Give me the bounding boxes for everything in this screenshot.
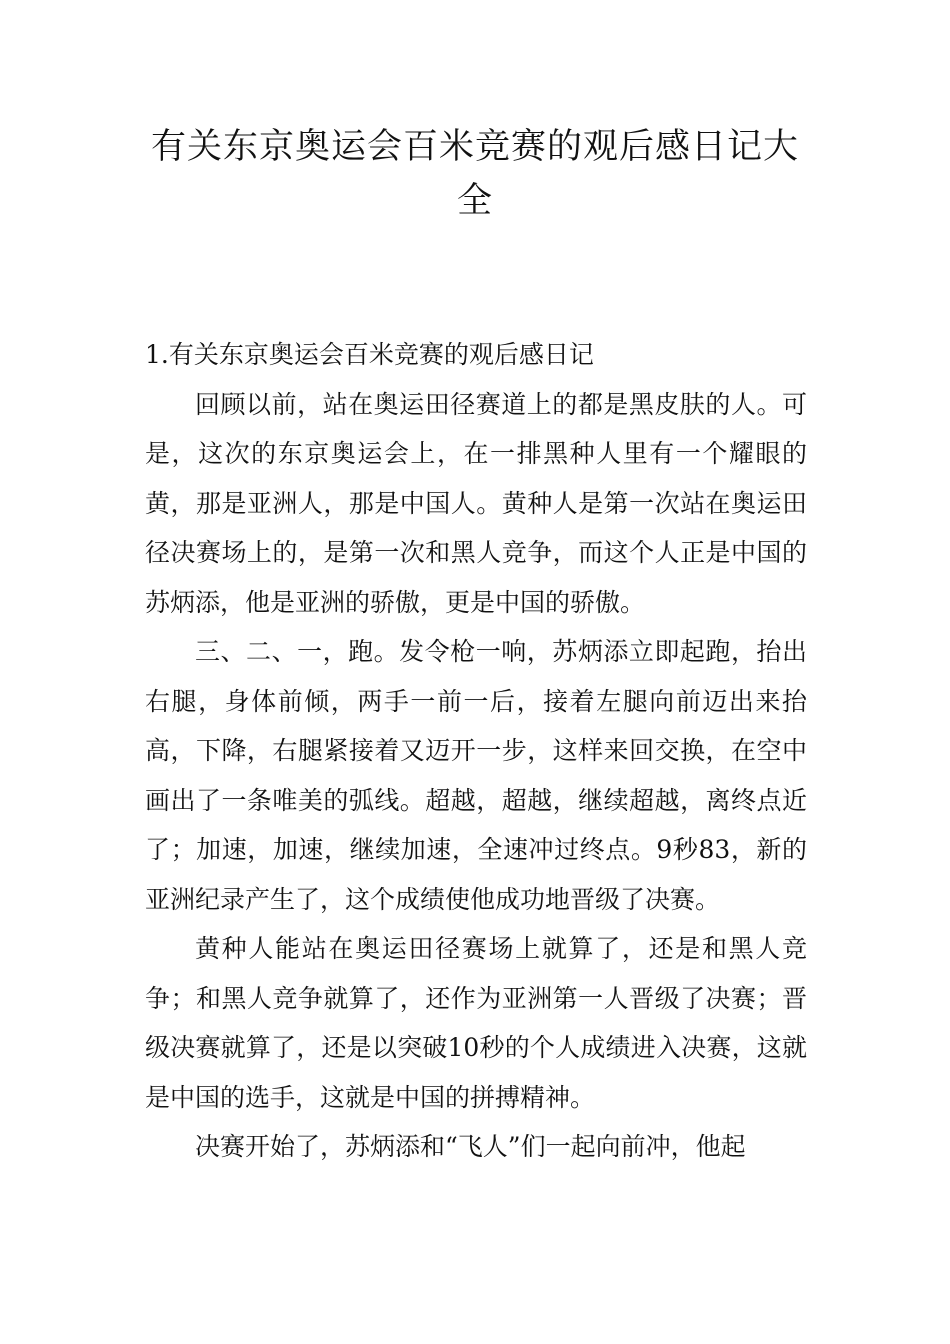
paragraph-3: 黄种人能站在奥运田径赛场上就算了，还是和黑人竞争；和黑人竞争就算了，还作为亚洲第一人晋级了决赛；晋级决赛就算了，还是以突破10秒的个人成绩进入决赛，这就是中国的选手，这就是中国的拼搏精神。 bbox=[145, 934, 807, 1112]
paragraph-1: 回顾以前，站在奥运田径赛道上的都是黑皮肤的人。可是，这次的东京奥运会上，在一排黑种人里有一个耀眼的黄，那是亚洲人，那是中国人。黄种人是第一次站在奥运田径决赛场上的，是第一次和黑人竞争，而这个人正是中国的苏炳添，他是亚洲的骄傲，更是中国的骄傲。 bbox=[145, 389, 807, 617]
paragraph-2: 三、二、一，跑。发令枪一响，苏炳添立即起跑，抬出右腿，身体前倾，两手一前一后，接着左腿向前迈出来抬高，下降，右腿紧接着又迈开一步，这样来回交换，在空中画出了一条唯美的弧线。超越，超越，继续超越，离终点近了；加速，加速，继续加速，全速冲过终点。9秒83，新的亚洲纪录产生了，这个成绩使他成功地晋级了决赛。 bbox=[145, 637, 807, 914]
paragraph-4: 决赛开始了，苏炳添和“飞人”们一起向前冲，他起 bbox=[195, 1132, 746, 1161]
document-body bbox=[145, 330, 807, 1172]
section-heading: 1.有关东京奥运会百米竞赛的观后感日记 bbox=[145, 340, 594, 369]
document-title: 有关东京奥运会百米竞赛的观后感日记大全 bbox=[150, 127, 799, 221]
